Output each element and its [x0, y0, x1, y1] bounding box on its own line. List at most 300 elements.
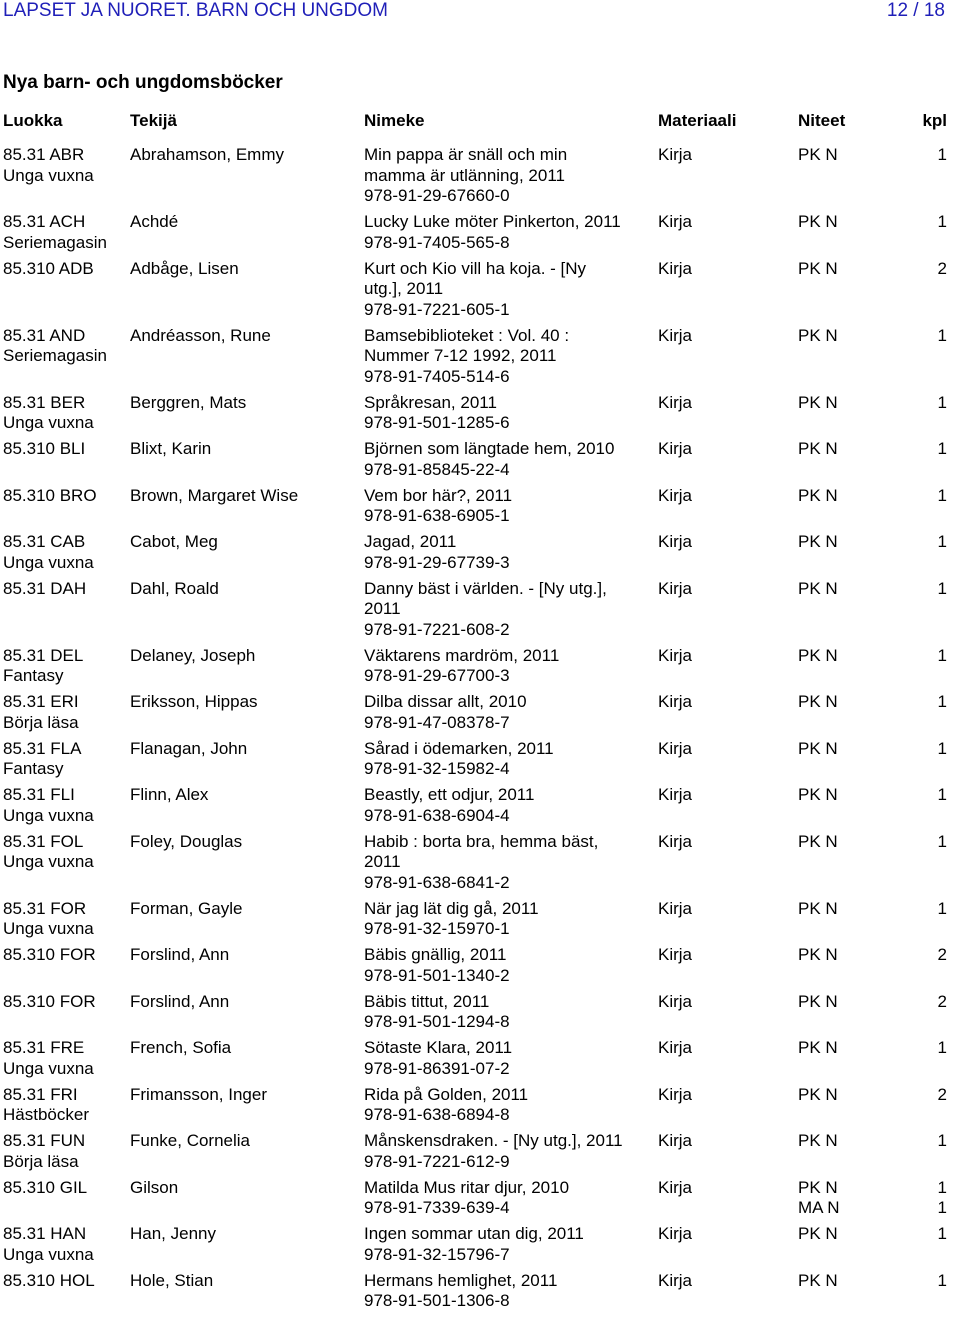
- luokka-cell-line: Unga vuxna: [3, 553, 94, 574]
- column-header-materiaali: Materiaali: [658, 110, 736, 132]
- luokka-cell-line: Unga vuxna: [3, 1059, 94, 1080]
- niteet-cell: [798, 992, 838, 1013]
- materiaali-cell-line: Kirja: [658, 1131, 692, 1152]
- niteet-cell-line: PK N: [798, 1085, 838, 1106]
- materiaali-cell: [658, 785, 692, 806]
- luokka-cell-line: 85.31 FLA: [3, 739, 81, 760]
- niteet-cell: [798, 212, 838, 233]
- tekija-cell: [130, 145, 284, 166]
- tekija-cell: [130, 785, 208, 806]
- tekija-cell-line: Adbåge, Lisen: [130, 259, 239, 280]
- nimeke-cell-line: Danny bäst i världen. - [Ny utg.],: [364, 579, 654, 600]
- materiaali-cell-line: Kirja: [658, 1178, 692, 1199]
- luokka-cell-line: 85.310 HOL: [3, 1271, 95, 1292]
- kpl-cell-line: 2: [938, 992, 947, 1013]
- tekija-cell: [130, 739, 247, 760]
- luokka-cell-line: 85.31 DEL: [3, 646, 83, 667]
- kpl-cell-line: 1: [938, 439, 947, 460]
- nimeke-cell: [364, 486, 654, 527]
- tekija-cell: [130, 1131, 250, 1152]
- nimeke-cell: [364, 145, 654, 207]
- luokka-cell-line: 85.31 FLI: [3, 785, 94, 806]
- materiaali-cell-line: Kirja: [658, 1224, 692, 1245]
- tekija-cell-line: Hole, Stian: [130, 1271, 213, 1292]
- niteet-cell: [798, 832, 838, 853]
- tekija-cell-line: Forman, Gayle: [130, 899, 242, 920]
- materiaali-cell-line: Kirja: [658, 439, 692, 460]
- nimeke-cell-line: Månskensdraken. - [Ny utg.], 2011: [364, 1131, 654, 1152]
- nimeke-cell-line: Sårad i ödemarken, 2011: [364, 739, 654, 760]
- tekija-cell-line: Gilson: [130, 1178, 178, 1199]
- tekija-cell-line: Frimansson, Inger: [130, 1085, 267, 1106]
- nimeke-cell-line: Bäbis gnällig, 2011: [364, 945, 654, 966]
- kpl-cell: [938, 739, 947, 760]
- luokka-cell: [3, 1038, 94, 1079]
- kpl-cell: [938, 326, 947, 347]
- table-row: [0, 439, 960, 486]
- kpl-cell-line: 1: [938, 1131, 947, 1152]
- luokka-cell-line: 85.31 CAB: [3, 532, 94, 553]
- materiaali-cell: [658, 1271, 692, 1292]
- table-row: [0, 393, 960, 440]
- nimeke-cell-line: Lucky Luke möter Pinkerton, 2011: [364, 212, 654, 233]
- niteet-cell-line: MA N: [798, 1198, 840, 1219]
- niteet-cell-line: PK N: [798, 212, 838, 233]
- niteet-cell-line: PK N: [798, 326, 838, 347]
- niteet-cell-line: PK N: [798, 439, 838, 460]
- luokka-cell: [3, 1178, 87, 1199]
- kpl-cell: [938, 899, 947, 920]
- nimeke-cell-line: utg.], 2011: [364, 279, 654, 300]
- niteet-cell-line: PK N: [798, 692, 838, 713]
- luokka-cell-line: 85.310 BLI: [3, 439, 85, 460]
- niteet-cell-line: PK N: [798, 1224, 838, 1245]
- nimeke-cell-line: Björnen som längtade hem, 2010: [364, 439, 654, 460]
- table-row: [0, 832, 960, 899]
- luokka-cell: [3, 532, 94, 573]
- luokka-cell: [3, 1224, 94, 1265]
- table-row: [0, 945, 960, 992]
- materiaali-cell-line: Kirja: [658, 739, 692, 760]
- niteet-cell: [798, 486, 838, 507]
- materiaali-cell: [658, 992, 692, 1013]
- nimeke-cell: [364, 439, 654, 480]
- tekija-cell: [130, 1271, 213, 1292]
- niteet-cell: [798, 1038, 838, 1059]
- nimeke-cell-line: 978-91-501-1294-8: [364, 1012, 654, 1033]
- materiaali-cell-line: Kirja: [658, 1085, 692, 1106]
- luokka-cell: [3, 439, 85, 460]
- luokka-cell-line: Unga vuxna: [3, 919, 94, 940]
- luokka-cell: [3, 145, 94, 186]
- nimeke-cell-line: 978-91-7221-608-2: [364, 620, 654, 641]
- materiaali-cell: [658, 579, 692, 600]
- kpl-cell: [938, 992, 947, 1013]
- materiaali-cell-line: Kirja: [658, 692, 692, 713]
- luokka-cell: [3, 692, 79, 733]
- nimeke-cell: [364, 579, 654, 641]
- kpl-cell: [938, 393, 947, 414]
- table-body: [0, 145, 960, 1317]
- materiaali-cell: [658, 739, 692, 760]
- section-title: Nya barn- och ungdomsböcker: [3, 72, 283, 94]
- document-title: LAPSET JA NUORET. BARN OCH UNGDOM: [3, 0, 388, 22]
- materiaali-cell-line: Kirja: [658, 1038, 692, 1059]
- niteet-cell: [798, 646, 838, 667]
- materiaali-cell-line: Kirja: [658, 393, 692, 414]
- nimeke-cell-line: mamma är utlänning, 2011: [364, 166, 654, 187]
- table-row: [0, 899, 960, 946]
- nimeke-cell: [364, 259, 654, 321]
- nimeke-cell: [364, 692, 654, 733]
- tekija-cell: [130, 992, 229, 1013]
- materiaali-cell: [658, 486, 692, 507]
- luokka-cell-line: 85.31 FRE: [3, 1038, 94, 1059]
- nimeke-cell: [364, 1085, 654, 1126]
- column-header-kpl: kpl: [922, 110, 947, 132]
- niteet-cell-line: PK N: [798, 1178, 840, 1199]
- nimeke-cell-line: 978-91-7221-605-1: [364, 300, 654, 321]
- niteet-cell-line: PK N: [798, 646, 838, 667]
- kpl-cell: [938, 259, 947, 280]
- tekija-cell: [130, 393, 246, 414]
- nimeke-cell-line: 978-91-85845-22-4: [364, 460, 654, 481]
- kpl-cell: [938, 439, 947, 460]
- materiaali-cell: [658, 1038, 692, 1059]
- kpl-cell-line: 2: [938, 1085, 947, 1106]
- luokka-cell: [3, 326, 107, 367]
- niteet-cell: [798, 326, 838, 347]
- niteet-cell-line: PK N: [798, 1271, 838, 1292]
- nimeke-cell-line: 978-91-638-6894-8: [364, 1105, 654, 1126]
- niteet-cell: [798, 1224, 838, 1245]
- niteet-cell-line: PK N: [798, 259, 838, 280]
- materiaali-cell-line: Kirja: [658, 532, 692, 553]
- niteet-cell-line: PK N: [798, 486, 838, 507]
- materiaali-cell-line: Kirja: [658, 212, 692, 233]
- luokka-cell-line: Unga vuxna: [3, 413, 94, 434]
- luokka-cell-line: Unga vuxna: [3, 166, 94, 187]
- table-row: [0, 785, 960, 832]
- kpl-cell: [938, 1038, 947, 1059]
- niteet-cell-line: PK N: [798, 532, 838, 553]
- materiaali-cell: [658, 439, 692, 460]
- luokka-cell-line: Börja läsa: [3, 1152, 85, 1173]
- tekija-cell-line: Dahl, Roald: [130, 579, 219, 600]
- nimeke-cell-line: Habib : borta bra, hemma bäst,: [364, 832, 654, 853]
- materiaali-cell: [658, 646, 692, 667]
- nimeke-cell-line: Nummer 7-12 1992, 2011: [364, 346, 654, 367]
- niteet-cell-line: PK N: [798, 832, 838, 853]
- tekija-cell-line: French, Sofia: [130, 1038, 231, 1059]
- niteet-cell-line: PK N: [798, 992, 838, 1013]
- tekija-cell-line: Brown, Margaret Wise: [130, 486, 298, 507]
- kpl-cell: [938, 785, 947, 806]
- tekija-cell: [130, 1038, 231, 1059]
- materiaali-cell: [658, 145, 692, 166]
- nimeke-cell-line: 2011: [364, 599, 654, 620]
- tekija-cell-line: Delaney, Joseph: [130, 646, 255, 667]
- tekija-cell-line: Forslind, Ann: [130, 945, 229, 966]
- kpl-cell-line: 1: [938, 579, 947, 600]
- nimeke-cell-line: Vem bor här?, 2011: [364, 486, 654, 507]
- niteet-cell-line: PK N: [798, 393, 838, 414]
- kpl-cell: [938, 145, 947, 166]
- materiaali-cell: [658, 532, 692, 553]
- materiaali-cell: [658, 1178, 692, 1199]
- kpl-cell-line: 1: [938, 785, 947, 806]
- nimeke-cell-line: 978-91-501-1285-6: [364, 413, 654, 434]
- luokka-cell-line: Seriemagasin: [3, 233, 107, 254]
- luokka-cell-line: Fantasy: [3, 666, 83, 687]
- table-row: [0, 739, 960, 786]
- kpl-cell-line: 1: [938, 1271, 947, 1292]
- table-row: [0, 1271, 960, 1317]
- kpl-cell: [938, 692, 947, 713]
- luokka-cell-line: 85.31 AND: [3, 326, 107, 347]
- tekija-cell: [130, 326, 271, 347]
- luokka-cell: [3, 393, 94, 434]
- luokka-cell: [3, 945, 96, 966]
- materiaali-cell: [658, 692, 692, 713]
- niteet-cell: [798, 439, 838, 460]
- table-row: [0, 646, 960, 693]
- kpl-cell: [938, 532, 947, 553]
- niteet-cell-line: PK N: [798, 579, 838, 600]
- kpl-cell: [938, 945, 947, 966]
- luokka-cell-line: Seriemagasin: [3, 346, 107, 367]
- materiaali-cell: [658, 899, 692, 920]
- kpl-cell-line: 1: [938, 145, 947, 166]
- tekija-cell: [130, 899, 242, 920]
- nimeke-cell-line: 978-91-638-6841-2: [364, 873, 654, 894]
- luokka-cell-line: Unga vuxna: [3, 1245, 94, 1266]
- niteet-cell: [798, 1178, 840, 1219]
- nimeke-cell: [364, 992, 654, 1033]
- kpl-cell-line: 1: [938, 1178, 947, 1199]
- nimeke-cell-line: 978-91-501-1340-2: [364, 966, 654, 987]
- materiaali-cell-line: Kirja: [658, 832, 692, 853]
- kpl-cell: [938, 646, 947, 667]
- column-header-luokka: Luokka: [3, 110, 63, 132]
- tekija-cell-line: Eriksson, Hippas: [130, 692, 258, 713]
- kpl-cell: [938, 486, 947, 507]
- table-row: [0, 486, 960, 533]
- materiaali-cell: [658, 326, 692, 347]
- nimeke-cell-line: Ingen sommar utan dig, 2011: [364, 1224, 654, 1245]
- nimeke-cell: [364, 326, 654, 388]
- table-row: [0, 1224, 960, 1271]
- kpl-cell-line: 1: [938, 486, 947, 507]
- luokka-cell-line: 85.31 DAH: [3, 579, 86, 600]
- nimeke-cell-line: 978-91-47-08378-7: [364, 713, 654, 734]
- tekija-cell-line: Cabot, Meg: [130, 532, 218, 553]
- nimeke-cell: [364, 212, 654, 253]
- page-number: 12 / 18: [887, 0, 945, 22]
- luokka-cell-line: 85.31 ERI: [3, 692, 79, 713]
- table-row: [0, 326, 960, 393]
- luokka-cell-line: 85.310 FOR: [3, 945, 96, 966]
- niteet-cell: [798, 145, 838, 166]
- materiaali-cell-line: Kirja: [658, 945, 692, 966]
- luokka-cell: [3, 992, 96, 1013]
- niteet-cell-line: PK N: [798, 899, 838, 920]
- nimeke-cell-line: 978-91-32-15796-7: [364, 1245, 654, 1266]
- column-header-nimeke: Nimeke: [364, 110, 424, 132]
- niteet-cell-line: PK N: [798, 785, 838, 806]
- nimeke-cell-line: Väktarens mardröm, 2011: [364, 646, 654, 667]
- niteet-cell: [798, 945, 838, 966]
- luokka-cell: [3, 785, 94, 826]
- nimeke-cell-line: 978-91-32-15982-4: [364, 759, 654, 780]
- niteet-cell: [798, 579, 838, 600]
- materiaali-cell: [658, 832, 692, 853]
- tekija-cell: [130, 945, 229, 966]
- column-header-tekija: Tekijä: [130, 110, 177, 132]
- materiaali-cell: [658, 393, 692, 414]
- table-row: [0, 145, 960, 212]
- luokka-cell-line: Hästböcker: [3, 1105, 89, 1126]
- luokka-cell-line: 85.31 FOL: [3, 832, 94, 853]
- nimeke-cell: [364, 1038, 654, 1079]
- materiaali-cell: [658, 1224, 692, 1245]
- luokka-cell-line: 85.31 BER: [3, 393, 94, 414]
- tekija-cell: [130, 646, 255, 667]
- nimeke-cell-line: 978-91-32-15970-1: [364, 919, 654, 940]
- materiaali-cell-line: Kirja: [658, 326, 692, 347]
- kpl-cell: [938, 1271, 947, 1292]
- tekija-cell-line: Foley, Douglas: [130, 832, 242, 853]
- kpl-cell-line: 1: [938, 532, 947, 553]
- luokka-cell-line: 85.31 FUN: [3, 1131, 85, 1152]
- kpl-cell: [938, 1085, 947, 1106]
- niteet-cell: [798, 692, 838, 713]
- kpl-cell: [938, 212, 947, 233]
- nimeke-cell-line: 978-91-7339-639-4: [364, 1198, 654, 1219]
- niteet-cell: [798, 532, 838, 553]
- kpl-cell-line: 1: [938, 1198, 947, 1219]
- materiaali-cell-line: Kirja: [658, 579, 692, 600]
- materiaali-cell-line: Kirja: [658, 646, 692, 667]
- nimeke-cell-line: Bamsebiblioteket : Vol. 40 :: [364, 326, 654, 347]
- nimeke-cell: [364, 1224, 654, 1265]
- nimeke-cell-line: Min pappa är snäll och min: [364, 145, 654, 166]
- nimeke-cell-line: Språkresan, 2011: [364, 393, 654, 414]
- table-row: [0, 1178, 960, 1225]
- kpl-cell-line: 1: [938, 1038, 947, 1059]
- materiaali-cell-line: Kirja: [658, 1271, 692, 1292]
- niteet-cell: [798, 259, 838, 280]
- table-row: [0, 212, 960, 259]
- tekija-cell: [130, 1178, 178, 1199]
- luokka-cell-line: 85.31 HAN: [3, 1224, 94, 1245]
- nimeke-cell-line: Matilda Mus ritar djur, 2010: [364, 1178, 654, 1199]
- table-row: [0, 1131, 960, 1178]
- luokka-cell: [3, 832, 94, 873]
- niteet-cell: [798, 1271, 838, 1292]
- materiaali-cell-line: Kirja: [658, 992, 692, 1013]
- niteet-cell-line: PK N: [798, 739, 838, 760]
- kpl-cell-line: 1: [938, 646, 947, 667]
- tekija-cell: [130, 692, 258, 713]
- tekija-cell-line: Berggren, Mats: [130, 393, 246, 414]
- tekija-cell: [130, 259, 239, 280]
- nimeke-cell-line: 978-91-7221-612-9: [364, 1152, 654, 1173]
- nimeke-cell-line: 978-91-86391-07-2: [364, 1059, 654, 1080]
- materiaali-cell-line: Kirja: [658, 899, 692, 920]
- luokka-cell-line: 85.31 FOR: [3, 899, 94, 920]
- nimeke-cell-line: 978-91-29-67739-3: [364, 553, 654, 574]
- niteet-cell-line: PK N: [798, 145, 838, 166]
- nimeke-cell: [364, 393, 654, 434]
- nimeke-cell-line: 978-91-7405-514-6: [364, 367, 654, 388]
- kpl-cell: [938, 579, 947, 600]
- nimeke-cell-line: 978-91-7405-565-8: [364, 233, 654, 254]
- kpl-cell: [938, 1224, 947, 1245]
- nimeke-cell-line: Jagad, 2011: [364, 532, 654, 553]
- kpl-cell-line: 1: [938, 1224, 947, 1245]
- nimeke-cell: [364, 532, 654, 573]
- materiaali-cell-line: Kirja: [658, 145, 692, 166]
- niteet-cell: [798, 393, 838, 414]
- nimeke-cell: [364, 646, 654, 687]
- luokka-cell-line: 85.31 FRI: [3, 1085, 89, 1106]
- nimeke-cell: [364, 785, 654, 826]
- luokka-cell-line: Börja läsa: [3, 713, 79, 734]
- luokka-cell-line: 85.310 BRO: [3, 486, 97, 507]
- luokka-cell-line: 85.310 FOR: [3, 992, 96, 1013]
- nimeke-cell-line: 2011: [364, 852, 654, 873]
- niteet-cell: [798, 785, 838, 806]
- table-row: [0, 579, 960, 646]
- materiaali-cell: [658, 259, 692, 280]
- table-header: [0, 110, 960, 132]
- tekija-cell-line: Blixt, Karin: [130, 439, 211, 460]
- table-row: [0, 532, 960, 579]
- nimeke-cell-line: 978-91-501-1306-8: [364, 1291, 654, 1312]
- nimeke-cell-line: Dilba dissar allt, 2010: [364, 692, 654, 713]
- tekija-cell-line: Funke, Cornelia: [130, 1131, 250, 1152]
- materiaali-cell: [658, 212, 692, 233]
- kpl-cell-line: 2: [938, 259, 947, 280]
- tekija-cell: [130, 439, 211, 460]
- nimeke-cell-line: Kurt och Kio vill ha koja. - [Ny: [364, 259, 654, 280]
- table-row: [0, 1038, 960, 1085]
- niteet-cell: [798, 739, 838, 760]
- nimeke-cell-line: När jag lät dig gå, 2011: [364, 899, 654, 920]
- kpl-cell-line: 1: [938, 692, 947, 713]
- nimeke-cell: [364, 1271, 654, 1312]
- tekija-cell: [130, 532, 218, 553]
- kpl-cell-line: 1: [938, 393, 947, 414]
- niteet-cell: [798, 899, 838, 920]
- luokka-cell-line: Unga vuxna: [3, 806, 94, 827]
- luokka-cell-line: Unga vuxna: [3, 852, 94, 873]
- tekija-cell-line: Achdé: [130, 212, 178, 233]
- kpl-cell-line: 1: [938, 739, 947, 760]
- tekija-cell: [130, 212, 178, 233]
- nimeke-cell-line: 978-91-638-6904-4: [364, 806, 654, 827]
- nimeke-cell-line: Rida på Golden, 2011: [364, 1085, 654, 1106]
- niteet-cell: [798, 1131, 838, 1152]
- table-row: [0, 259, 960, 326]
- nimeke-cell-line: Hermans hemlighet, 2011: [364, 1271, 654, 1292]
- nimeke-cell: [364, 899, 654, 940]
- nimeke-cell: [364, 1178, 654, 1219]
- materiaali-cell: [658, 1085, 692, 1106]
- materiaali-cell-line: Kirja: [658, 785, 692, 806]
- tekija-cell-line: Flanagan, John: [130, 739, 247, 760]
